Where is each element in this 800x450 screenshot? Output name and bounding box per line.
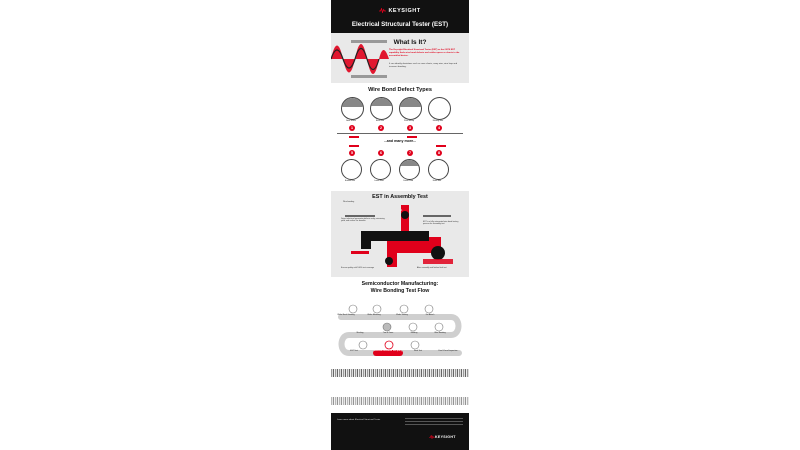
flow-step-wafer-mounting: Wafer Mounting <box>367 314 381 316</box>
spacer <box>331 377 469 397</box>
defect-label-8: Extra wire <box>432 180 442 182</box>
page-title: Electrical Structural Tester (EST) <box>351 21 449 28</box>
assembly-right-bottom-note: After assembly and before final test <box>417 267 447 269</box>
defect-badge-7: 7 <box>409 151 411 155</box>
defect-marker <box>407 136 417 138</box>
flow-step-wire-bonding: Wire Bonding <box>434 332 446 334</box>
footer-rule <box>405 421 463 422</box>
defect-circle-broken-wire <box>341 159 362 180</box>
what-is-it-lead: The Keysight Electrical Structural Tester (EST) or the i3070 EST capability finds wire bond defects and solder opens or shorts in the assembled device. <box>389 49 460 57</box>
assembly-bottom-note: Ensure quality with 100% test coverage <box>341 267 375 269</box>
footer-section <box>331 413 469 450</box>
flow-step-final-test: Final Test <box>413 350 423 352</box>
defect-label-5: Broken wire <box>345 180 355 182</box>
defect-label-3: Wire sweep <box>404 120 414 122</box>
defect-marker <box>349 145 359 147</box>
defect-types-title: Wire Bond Defect Types <box>368 87 432 93</box>
defect-label-6: Loose lead <box>374 180 384 182</box>
flow-step-electrical-structural-test: Electrical Structural Test (EST) <box>374 350 402 352</box>
footer-logo[interactable] <box>429 435 456 439</box>
assembly-step-badge: 1 <box>401 209 403 212</box>
defect-label-4: Missing wire <box>432 120 444 122</box>
test-flow-section <box>331 277 469 369</box>
defect-badge-5: 5 <box>351 151 353 155</box>
header-section <box>331 0 469 33</box>
defect-badge-1: 1 <box>351 126 353 130</box>
defect-label-7: Corner lead <box>403 180 413 182</box>
brand-name: KEYSIGHT <box>388 8 421 14</box>
defect-circle-near-shorts <box>341 97 364 120</box>
defect-circle-bent-wire <box>370 97 393 120</box>
assembly-title: EST in Assembly Test <box>372 194 428 200</box>
defect-circle-loose-lead <box>370 159 391 180</box>
defect-label-1: Near shorts <box>346 120 356 122</box>
defect-circle-extra-wire <box>428 159 449 180</box>
footer-rule <box>405 424 463 425</box>
flow-step-molding: Molding <box>410 332 418 334</box>
assembly-step-wire-bonding: Wire bonding <box>343 201 355 203</box>
defect-label-2: Bent wire <box>376 120 384 122</box>
defect-circle-corner-lead <box>399 159 420 180</box>
flow-step-wafer-sawing: Wafer Sawing <box>396 314 408 316</box>
defect-marker <box>436 145 446 147</box>
what-is-it-title: What Is It? <box>393 39 427 46</box>
flow-title-line2: Wire Bonding Test Flow <box>370 288 430 294</box>
keysight-wave-icon <box>379 8 386 13</box>
assembly-flow-diagram <box>331 201 469 277</box>
what-is-it-section <box>331 33 469 83</box>
defect-badge-8: 8 <box>438 151 440 155</box>
what-is-it-body: It can identify deviations such as near shorts, sway wire, wire loop and incorrect bonding. <box>389 63 458 68</box>
flow-title-line1: Semiconductor Manufacturing: <box>361 281 439 287</box>
flow-step-marking: Marking <box>356 332 364 334</box>
defect-badge-6: 6 <box>380 151 382 155</box>
decorative-band <box>331 397 469 405</box>
infographic-poster <box>331 0 469 450</box>
defect-marker <box>349 136 359 138</box>
defect-types-section <box>331 83 469 191</box>
flow-step-est-test: EST Test <box>350 350 358 352</box>
assembly-test-section <box>331 191 469 277</box>
more-defects-label: ...and many more... <box>383 139 417 143</box>
brand-logo[interactable] <box>331 8 469 14</box>
flow-step-final-visual-inspection: Final Visual Inspection <box>438 350 458 352</box>
defect-circle-wire-sweep <box>399 97 422 120</box>
footer-brand-name: KEYSIGHT <box>435 435 456 439</box>
defect-circle-missing-wire <box>428 97 451 120</box>
flow-step-trim-form: Trim & Form <box>382 332 394 334</box>
spacer <box>331 405 469 413</box>
defect-badge-3: 3 <box>409 126 411 130</box>
learn-more-link[interactable]: Learn more about Electrical Structural Tester <box>337 419 381 421</box>
assembly-right-note: EST is a fully automated wire bond testing process for assembly test <box>423 221 459 226</box>
defect-badge-4: 4 <box>438 126 440 130</box>
flow-step-wafer-back-grinding: Wafer Back Grinding <box>337 314 355 316</box>
footer-rule <box>405 418 463 419</box>
defect-badge-2: 2 <box>380 126 382 130</box>
flow-step-die-attach: Die Attach <box>425 314 435 316</box>
decorative-band <box>331 369 469 377</box>
assembly-left-note: Detect electrical parameter defects early, minimizing yield, and realize the benefits. <box>341 218 385 223</box>
defect-divider <box>337 133 463 134</box>
